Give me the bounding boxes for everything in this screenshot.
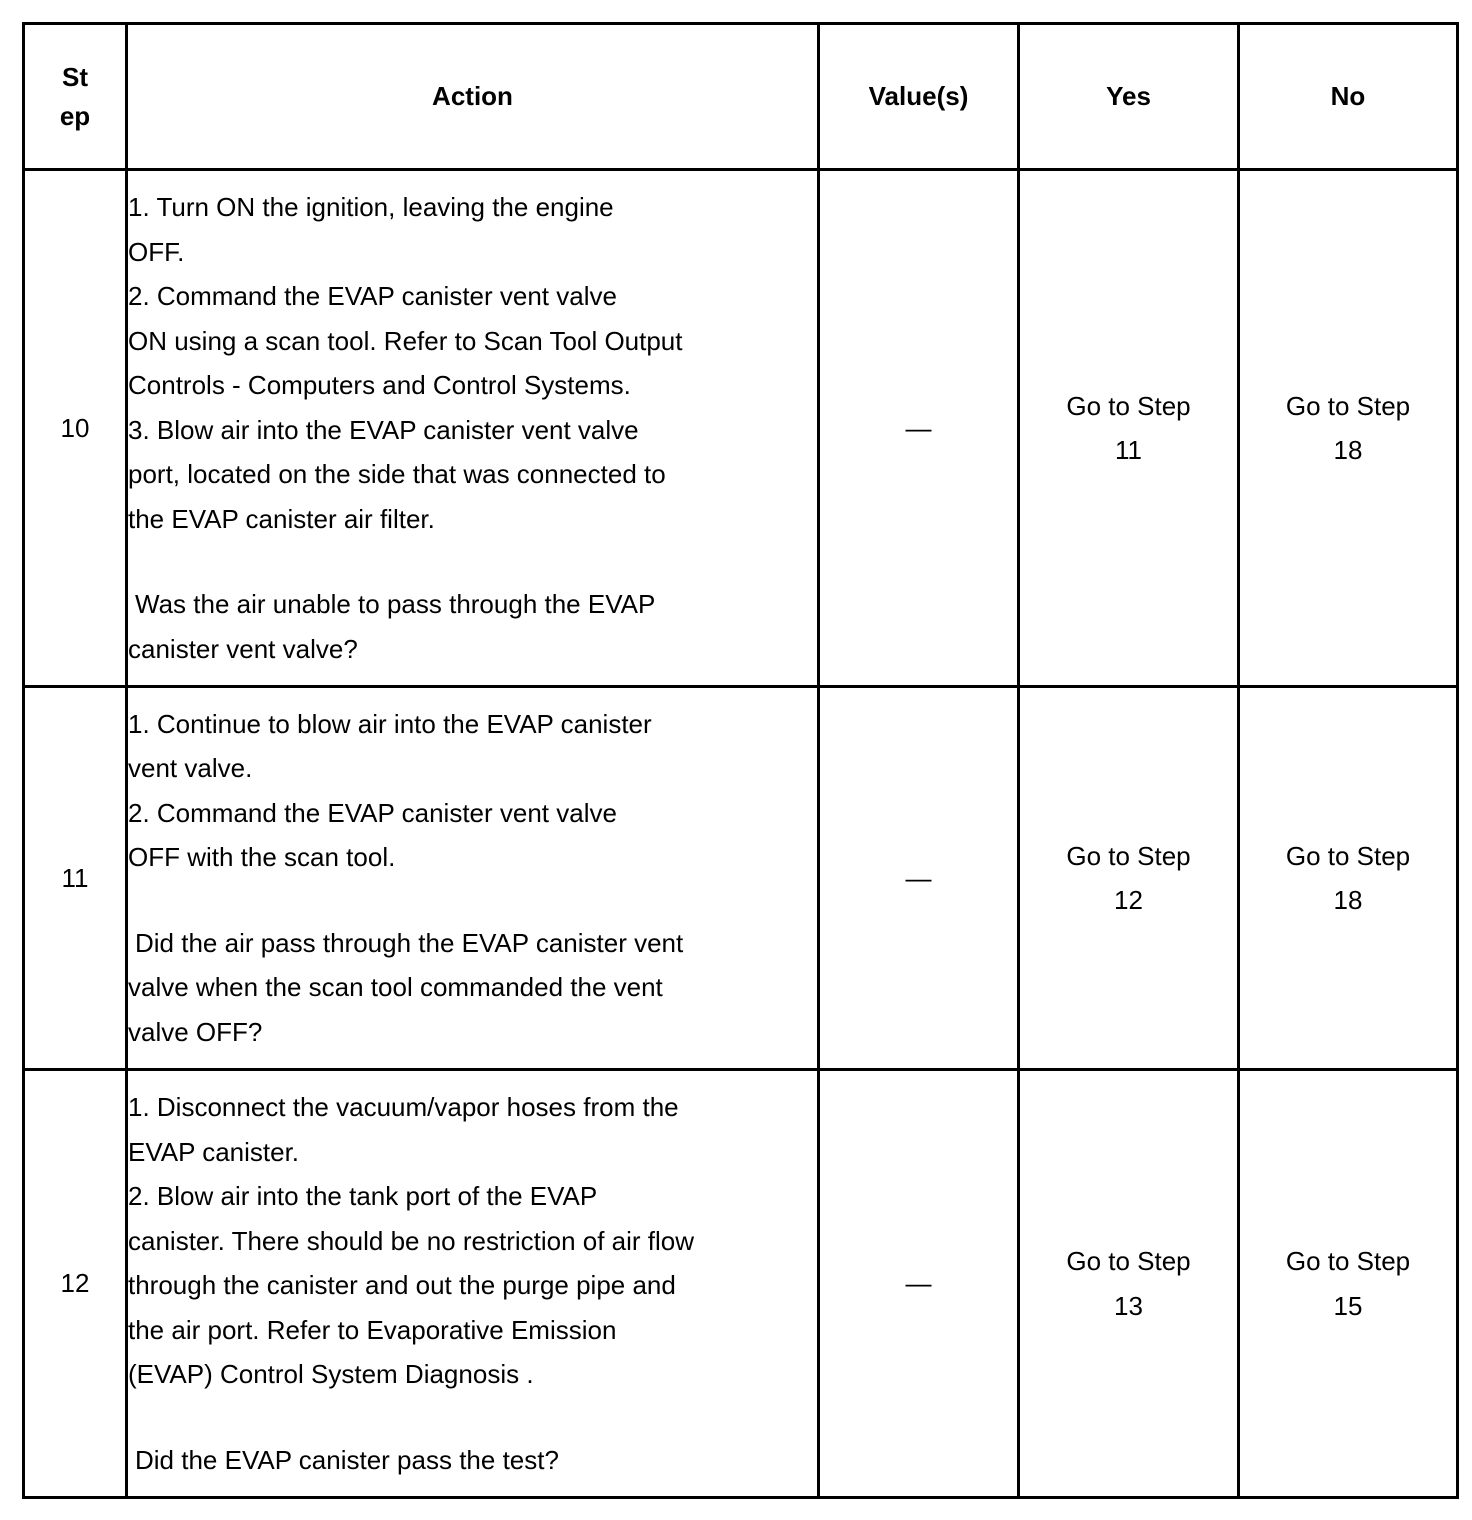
action-cell xyxy=(127,170,819,687)
yes-cell xyxy=(1019,687,1239,1070)
action-line: 2. Blow air into the tank port of the EVAP xyxy=(128,1181,598,1211)
step-header-line2: ep xyxy=(59,100,91,131)
step-number: 11 xyxy=(24,687,127,1070)
question-line: valve OFF? xyxy=(128,1016,263,1047)
value-cell: — xyxy=(819,687,1019,1070)
action-line: OFF. xyxy=(128,236,185,267)
table-row xyxy=(24,1070,1458,1498)
no-cell xyxy=(1239,170,1458,687)
no-goto-label: Go to Step xyxy=(1285,1246,1411,1276)
action-line: port, located on the side that was connected to xyxy=(128,459,666,489)
action-line: 2. Command the EVAP canister vent valve xyxy=(128,797,617,828)
action-line: 2. Command the EVAP canister vent valve xyxy=(128,281,617,311)
no-goto-step: 15 xyxy=(1333,1290,1363,1321)
action-line: through the canister and out the purge pipe and xyxy=(128,1270,676,1300)
action-line: Controls - Computers and Control Systems. xyxy=(128,370,631,400)
no-goto-label: Go to Step xyxy=(1285,390,1411,421)
values-column-header: Value(s) xyxy=(819,24,1019,170)
yes-cell xyxy=(1019,170,1239,687)
no-goto-step: 18 xyxy=(1333,435,1363,465)
yes-goto-step: 11 xyxy=(1115,435,1142,465)
table-header-row xyxy=(24,24,1458,170)
yes-goto-step: 12 xyxy=(1114,885,1143,915)
action-cell xyxy=(127,1070,819,1498)
table-row xyxy=(24,687,1458,1070)
action-line: vent valve. xyxy=(128,753,253,784)
yes-cell xyxy=(1019,1070,1239,1498)
no-cell xyxy=(1239,1070,1458,1498)
table-row xyxy=(24,170,1458,687)
yes-goto-label: Go to Step xyxy=(1066,390,1191,421)
no-goto-step: 18 xyxy=(1333,885,1363,915)
question-line: Did the air pass through the EVAP canister vent xyxy=(135,927,684,958)
action-line: 1. Turn ON the ignition, leaving the engine xyxy=(128,192,614,222)
action-line: the air port. Refer to Evaporative Emission xyxy=(128,1314,617,1345)
yes-goto-label: Go to Step xyxy=(1066,840,1191,871)
action-line: the EVAP canister air filter. xyxy=(128,503,435,534)
question-line: canister vent valve? xyxy=(128,633,358,664)
value-cell: — xyxy=(819,170,1019,687)
action-line: (EVAP) Control System Diagnosis . xyxy=(128,1359,534,1389)
action-cell xyxy=(127,687,819,1070)
step-header-line1: St xyxy=(62,61,88,92)
question-line: Was the air unable to pass through the EVAP xyxy=(135,589,656,619)
step-number: 10 xyxy=(24,170,127,687)
yes-goto-step: 13 xyxy=(1114,1290,1143,1321)
action-line: 1. Disconnect the vacuum/vapor hoses from the xyxy=(128,1092,679,1122)
action-line: ON using a scan tool. Refer to Scan Tool Output xyxy=(128,325,683,356)
action-line: canister. There should be no restriction of air flow xyxy=(128,1225,695,1256)
no-column-header: No xyxy=(1239,24,1458,170)
no-cell xyxy=(1239,687,1458,1070)
action-line: OFF with the scan tool. xyxy=(128,842,396,873)
yes-goto-label: Go to Step xyxy=(1066,1246,1191,1276)
action-column-header: Action xyxy=(127,24,819,170)
step-column-header xyxy=(24,24,127,170)
step-number: 12 xyxy=(24,1070,127,1498)
diagnostic-table xyxy=(22,22,1459,1499)
question-line: Did the EVAP canister pass the test? xyxy=(135,1444,559,1475)
value-cell: — xyxy=(819,1070,1019,1498)
yes-column-header: Yes xyxy=(1019,24,1239,170)
question-line: valve when the scan tool commanded the vent xyxy=(128,972,663,1003)
action-line: 1. Continue to blow air into the EVAP canister xyxy=(128,708,652,739)
action-line: 3. Blow air into the EVAP canister vent valve xyxy=(128,414,639,445)
action-line: EVAP canister. xyxy=(128,1136,300,1167)
no-goto-label: Go to Step xyxy=(1285,840,1411,871)
